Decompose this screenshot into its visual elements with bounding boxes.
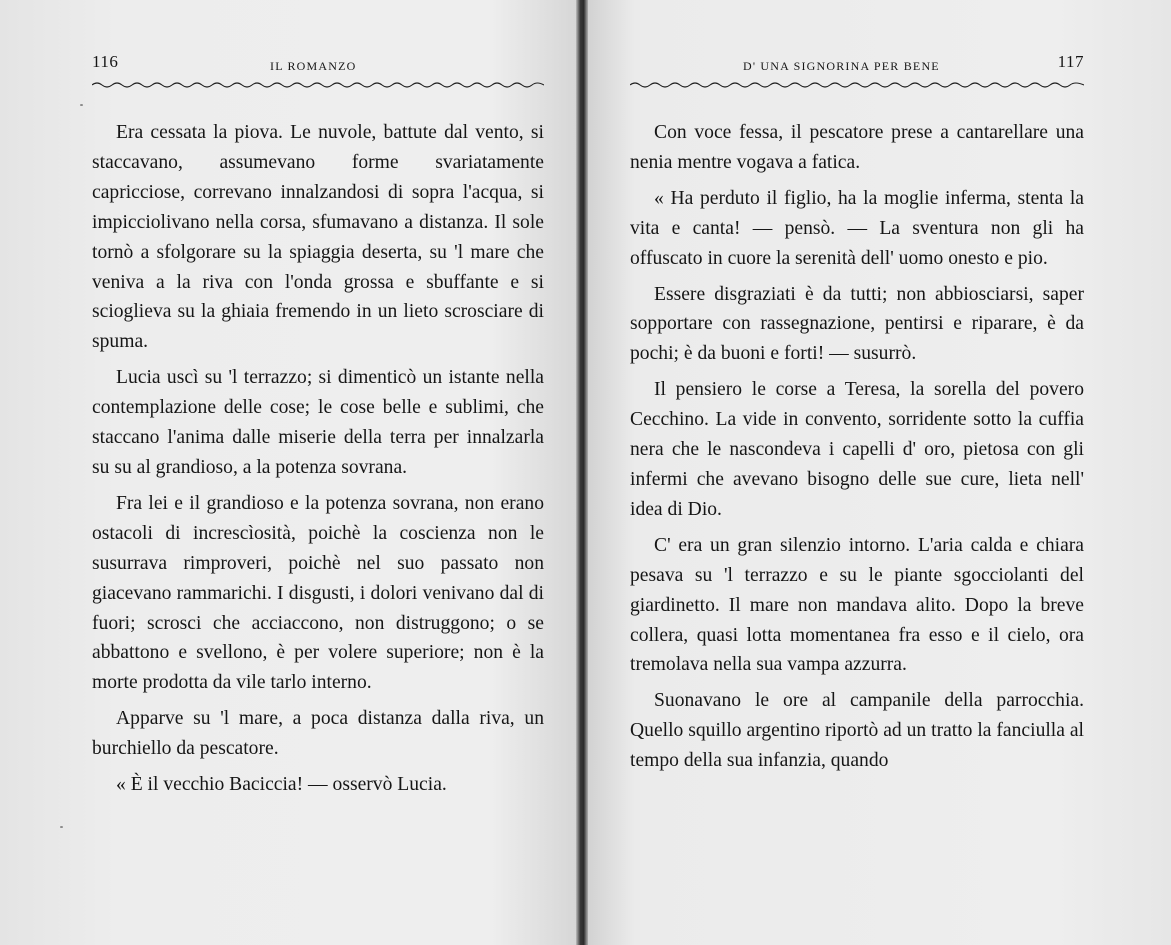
right-running-title: D' UNA SIGNORINA PER BENE <box>743 59 940 73</box>
left-paragraph-5: « È il vecchio Baciccia! — osservò Lucia. <box>116 774 447 796</box>
right-paragraph-3: Essere disgraziati è da tutti; non abbiosciarsi, saper sopportare con rassegnazione, pentirsi e riparare, è da pochi; è da buoni e forti! — susurrò. <box>630 283 1084 365</box>
paper-speck <box>80 104 83 106</box>
right-paragraph-2: « Ha perduto il figlio, ha la moglie inferma, stenta la vita e canta! — pensò. — La sventura non gli ha offuscato in cuore la serenità dell' uomo onesto e pio. <box>630 187 1084 269</box>
right-page-body <box>630 118 1084 782</box>
left-page-number: 116 <box>92 52 119 71</box>
right-paragraph-4: Il pensiero le corse a Teresa, la sorella del povero Cecchino. La vide in convento, sorridente sotto la cuffia nera che le nascondeva i capelli d' oro, pietosa con gli infermi che avevano bisogno delle sue cure, lieta nell' idea di Dio. <box>630 379 1084 520</box>
left-paragraph-3: Fra lei e il grandioso e la potenza sovrana, non erano ostacoli di increscìosità, poichè la coscienza non le susurrava rimproveri, poichè nel suo passato non giacevano rammarichi. I disgusti, i dolori venivano dal di fuori; scrosci che acciaccono, non distruggono; o se abbattono e svellono, è per volere superiore; non è la morte prodotta da vile tarlo interno. <box>92 492 544 694</box>
left-page-header <box>92 50 544 80</box>
right-paragraph-5: C' era un gran silenzio intorno. L'aria calda e chiara pesava su 'l terrazzo e su le piante sgocciolanti del giardinetto. Il mare non mandava alito. Dopo la breve collera, quasi lotta momentanea fra esso e il cielo, ora tremolava nella sua vampa azzurra. <box>630 534 1084 676</box>
left-paragraph-2: Lucia uscì su 'l terrazzo; si dimenticò un istante nella contemplazione delle cose; le cose belle e sublimi, che staccano l'anima dalle miserie della terra per innalzarla su su al grandioso, a la potenza sovrana. <box>92 367 544 478</box>
left-paragraph-4: Apparve su 'l mare, a poca distanza dalla riva, un burchiello da pescatore. <box>92 708 544 760</box>
right-page-number: 117 <box>1057 52 1084 71</box>
right-page-header <box>630 50 1084 80</box>
left-header-ornament-rule <box>92 81 544 89</box>
left-paragraph-1: Era cessata la piova. Le nuvole, battute dal vento, si staccavano, assumevano forme svariatamente capricciose, correvano innalzandosi di sopra l'acqua, si impicciolivano nella corsa, sfumavano a distanza. Il sole tornò a sfolgorare su la spiaggia deserta, su 'l mare che veniva a la riva con l'onda grossa e sbuffante e si scioglieva su la ghiaia fremendo in un lieto scrosciare di spuma. <box>92 122 544 353</box>
right-paragraph-1: Con voce fessa, il pescatore prese a cantarellare una nenia mentre vogava a fatica. <box>630 122 1084 173</box>
right-header-ornament-rule <box>630 81 1084 89</box>
left-running-title: IL ROMANZO <box>270 59 357 73</box>
left-page-body <box>92 118 544 806</box>
right-page <box>588 0 1171 945</box>
right-paragraph-6: Suonavano le ore al campanile della parrocchia. Quello squillo argentino riportò ad un tratto la fanciulla al tempo della sua infanzia, quando <box>630 690 1084 772</box>
paper-speck <box>60 826 63 828</box>
left-page <box>0 0 578 945</box>
